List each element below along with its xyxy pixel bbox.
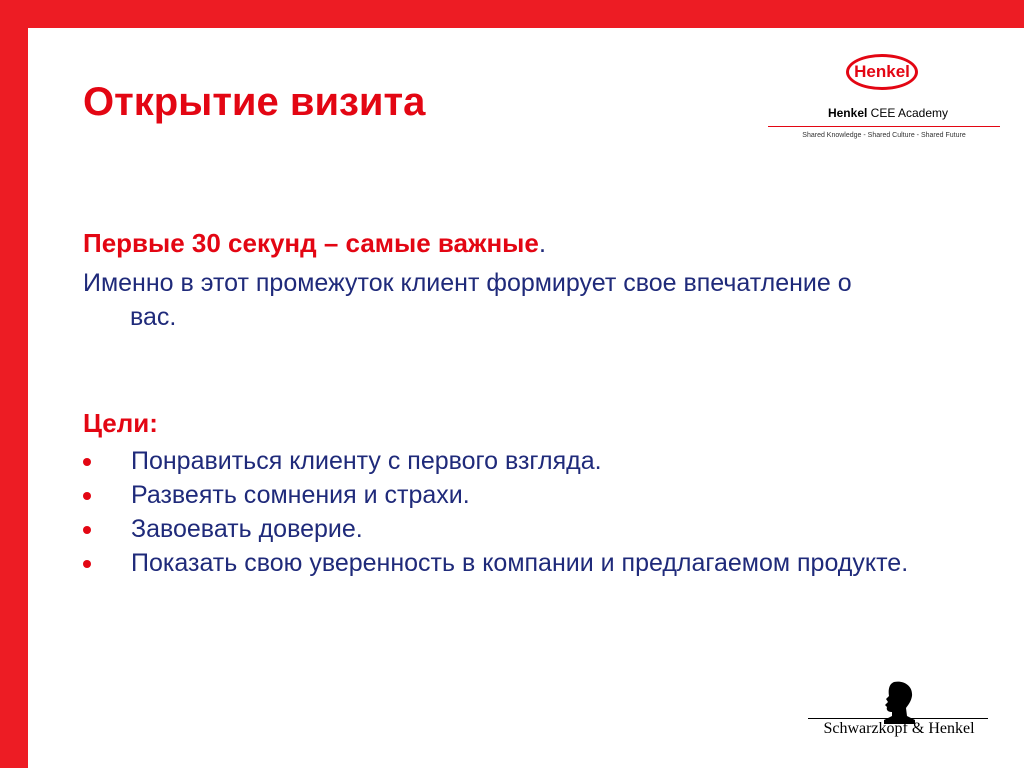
list-item: [83, 478, 943, 512]
intro-heading-text: Первые 30 секунд – самые важные: [83, 228, 539, 258]
academy-rest: CEE Academy: [867, 106, 949, 120]
academy-divider: [768, 126, 1000, 127]
intro-paragraph: [83, 266, 983, 334]
intro-heading: [83, 228, 546, 259]
list-item: [83, 546, 943, 580]
goals-heading: Цели:: [83, 408, 158, 438]
list-item: [83, 512, 943, 546]
footer-divider: [808, 718, 988, 719]
bullet-icon: [83, 492, 91, 500]
goal-text: Понравиться клиенту с первого взгляда.: [131, 447, 602, 475]
schwarzkopf-logo: Schwarzkopf & Henkel: [823, 720, 975, 737]
intro-line-2: вас.: [130, 303, 177, 331]
goal-text: Развеять сомнения и страхи.: [131, 481, 470, 509]
slide: [28, 28, 1024, 768]
academy-label: [800, 106, 976, 120]
bullet-icon: [83, 560, 91, 568]
goals-list: [83, 444, 943, 580]
list-item: [83, 444, 943, 478]
academy-brand: Henkel: [827, 106, 868, 120]
slide-title: Открытие визита: [83, 80, 426, 124]
bullet-icon: [83, 526, 91, 534]
academy-tagline: Shared Knowledge - Shared Culture - Shared Future: [802, 132, 966, 139]
intro-heading-period: .: [538, 228, 547, 258]
goal-text: Завоевать доверие.: [131, 515, 363, 543]
henkel-logo-text: Henkel: [854, 62, 910, 81]
intro-line-1: Именно в этот промежуток клиент формирует свое впечатление о: [83, 269, 852, 297]
bullet-icon: [83, 458, 91, 466]
henkel-logo: [846, 54, 918, 90]
goal-text: Показать свою уверенность в компании и предлагаемом продукте.: [131, 549, 909, 577]
